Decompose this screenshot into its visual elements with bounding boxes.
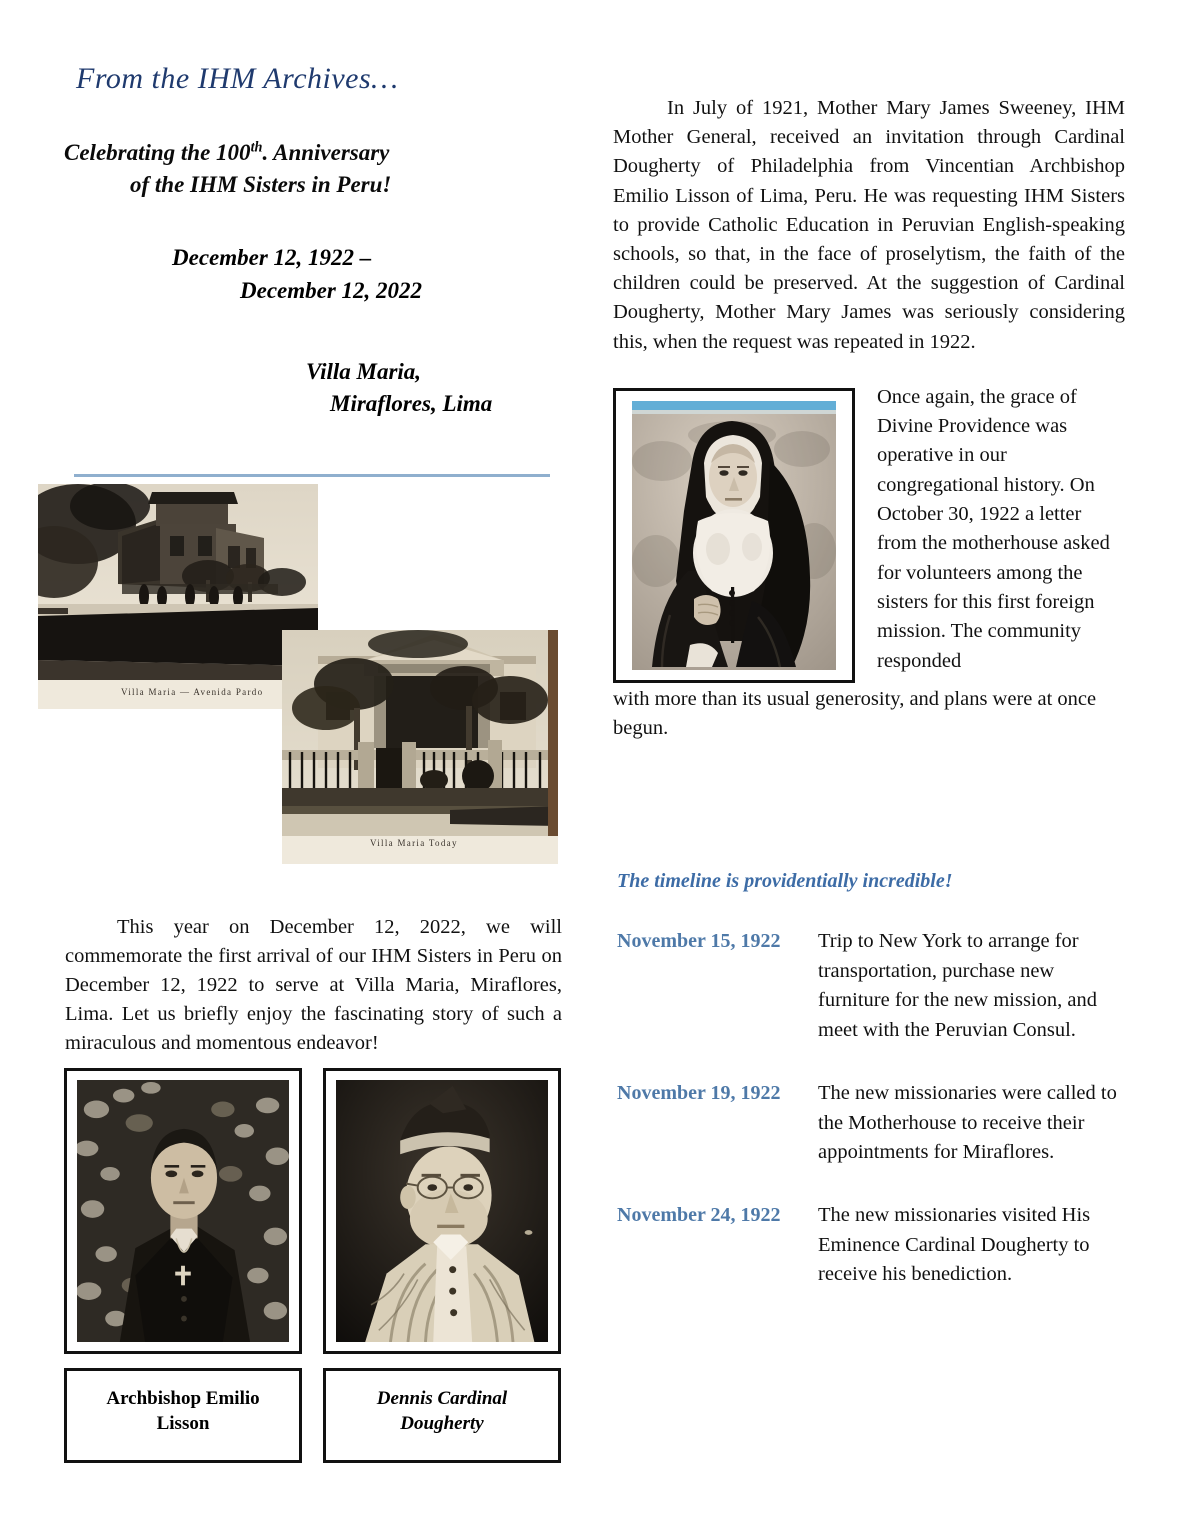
- caption-box-archbishop-lisson: [64, 1368, 302, 1463]
- photo-villa-maria-avenida-pardo: [38, 484, 318, 709]
- timeline-entry-date: November 15, 1922: [617, 930, 781, 952]
- location-heading: [62, 356, 567, 421]
- portrait-image-wrapper: [336, 1080, 548, 1342]
- timeline-entry-description: Trip to New York to arrange for transportation, purchase new furniture for the new mission, and meet with the Peruvian Consul.: [818, 930, 1097, 1042]
- villa-maria-today-image: [282, 630, 558, 864]
- portrait-frame-cardinal-dougherty: [323, 1068, 561, 1354]
- portrait-frame-mother-mary-james: [613, 388, 855, 683]
- right-paragraph-1: In July of 1921, Mother Mary James Sweeney, IHM Mother General, received an invitation through Cardinal Dougherty of Philadelphia from Vincentian Archbishop Emilio Lisson of Lima, Peru. He was requesting IHM Sisters to provide Catholic Education in Peruvian English-speaking schools, so that, in the face of proselytism, the faith of the children could be preserved. At the suggestion of Cardinal Dougherty, Mother Mary James was seriously considering this, when the request was repeated in 1922.: [613, 97, 1125, 353]
- caption-text-archbishop-lisson: [106, 1387, 259, 1436]
- villa-maria-pardo-image: [38, 484, 318, 709]
- date-range-start: December 12, 1922 –: [172, 245, 372, 271]
- timeline-entry-description: The new missionaries visited His Eminence Cardinal Dougherty to receive his benediction.: [818, 1204, 1091, 1286]
- portrait-image-wrapper: [77, 1080, 289, 1342]
- nun-portrait-section: [613, 383, 1125, 685]
- right-column: [613, 94, 1125, 743]
- timeline-entry: [617, 927, 1123, 1046]
- caption-line2: Lisson: [156, 1412, 210, 1434]
- portrait-image-wrapper: [632, 401, 836, 670]
- page-title: From the IHM Archives…: [76, 62, 399, 95]
- anniversary-date-range: [62, 242, 567, 307]
- timeline-entry-description: The new missionaries were called to the Motherhouse to receive their appointments for Miraflores.: [818, 1081, 1117, 1164]
- anniversary-heading-line1: Celebrating the 100th. Anniversary: [64, 139, 390, 165]
- timeline-entry: [617, 1079, 1123, 1168]
- anniversary-heading: [62, 137, 567, 200]
- right-paragraph-2-tail: with more than its usual generosity, and plans were at once begun.: [613, 687, 1097, 740]
- caption-box-cardinal-dougherty: [323, 1368, 561, 1463]
- timeline-entry-date: November 24, 1922: [617, 1204, 781, 1227]
- mother-mary-james-sweeney-portrait-image: [632, 401, 836, 670]
- ordinal-suffix: th: [250, 139, 263, 156]
- archbishop-emilio-lisson-image: [77, 1080, 289, 1342]
- date-range-end: December 12, 2022: [240, 278, 423, 304]
- timeline-section: [617, 870, 1123, 1323]
- timeline-heading: The timeline is providentially incredible!: [617, 870, 953, 892]
- timeline-entry-date: November 19, 1922: [617, 1081, 781, 1104]
- left-column: [62, 62, 567, 421]
- photo-villa-maria-today: [282, 630, 558, 864]
- timeline-entry: [617, 1201, 1123, 1290]
- portrait-frame-archbishop-lisson: [64, 1068, 302, 1354]
- caption-line1: Dennis Cardinal: [376, 1388, 508, 1409]
- caption-text-cardinal-dougherty: [377, 1387, 507, 1436]
- right-paragraph-2-wrapped: Once again, the grace of Divine Providence was operative in our congregational history. On October 30, 1922 a letter from the motherhouse asked for volunteers among the sisters for this first foreign mission. The community responded: [877, 385, 1110, 672]
- historical-photo-collage: [38, 484, 558, 864]
- caption-line2: Dougherty: [400, 1412, 484, 1434]
- dennis-cardinal-dougherty-image: [336, 1080, 548, 1342]
- horizontal-divider: [74, 474, 550, 477]
- caption-line1: Archbishop Emilio: [106, 1388, 260, 1409]
- left-body-paragraph: This year on December 12, 2022, we will commemorate the first arrival of our IHM Sisters in Peru on December 12, 1922 to serve at Villa Maria, Miraflores, Lima. Let us briefly enjoy the fascinating story of such a miraculous and momentous endeavor!: [65, 915, 562, 1054]
- photo-caption-villa-maria-today: Villa Maria Today: [370, 838, 458, 848]
- location-line2: Miraflores, Lima: [330, 391, 493, 417]
- photo-caption-villa-maria-avenida-pardo: Villa Maria — Avenida Pardo: [121, 687, 264, 697]
- anniversary-heading-line2: of the IHM Sisters in Peru!: [130, 171, 392, 197]
- location-line1: Villa Maria,: [306, 358, 422, 384]
